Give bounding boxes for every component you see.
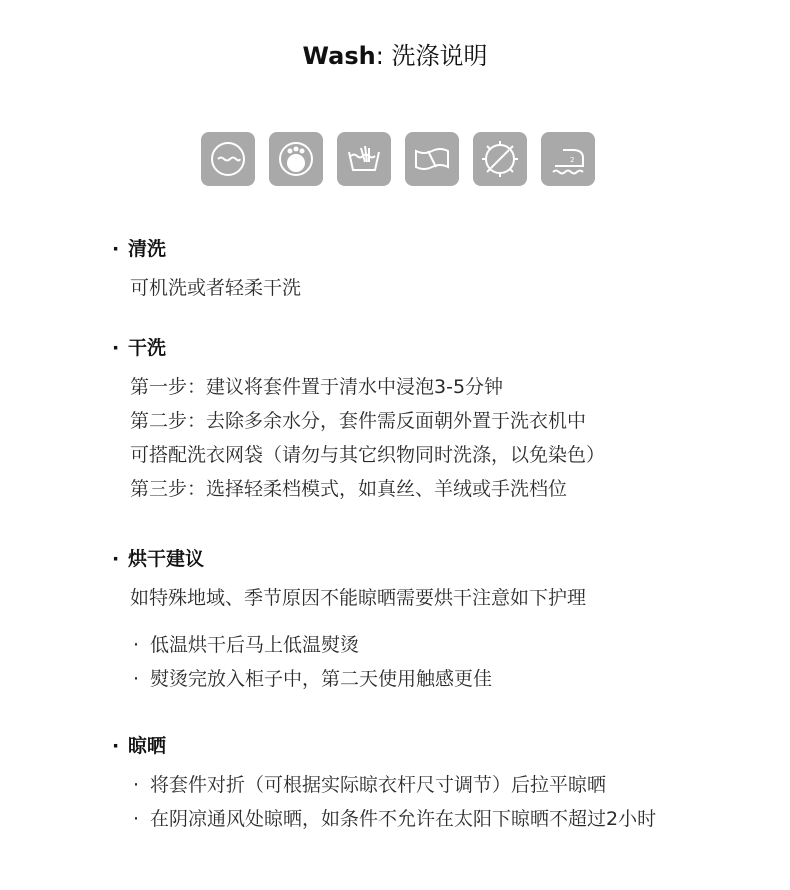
dry-clean-step-2: 第二步：去除多余水分，套件需反面朝外置于洗衣机中 xyxy=(130,410,587,432)
heading-label: 清洗 xyxy=(128,238,167,260)
bullet-dot: · xyxy=(112,735,120,757)
list-bullet: · xyxy=(133,808,140,830)
title-brand: Wash xyxy=(302,42,376,70)
dry-clean-step-3: 第三步：选择轻柔档模式，如真丝、羊绒或手洗档位 xyxy=(130,478,568,500)
title-separator: : xyxy=(375,42,392,70)
drying-icon xyxy=(473,132,527,186)
bullet-dot: · xyxy=(112,337,120,359)
tumble-dry-intro: 如特殊地域、季节原因不能晾晒需要烘干注意如下护理 xyxy=(130,587,587,609)
heading-label: 晾晒 xyxy=(128,735,167,757)
section-heading-clean xyxy=(112,236,166,262)
svg-text:2: 2 xyxy=(570,156,575,164)
list-item xyxy=(133,632,359,658)
do-not-wring-icon xyxy=(405,132,459,186)
heading-label: 烘干建议 xyxy=(128,548,205,570)
list-item-text: 低温烘干后马上低温熨烫 xyxy=(150,634,360,656)
list-item-text: 将套件对折（可根据实际晾衣杆尺寸调节）后拉平晾晒 xyxy=(150,774,607,796)
heading-label: 干洗 xyxy=(128,337,167,359)
wash-basin-icon xyxy=(337,132,391,186)
list-bullet: · xyxy=(133,668,140,690)
section-heading-dry-clean xyxy=(112,335,166,361)
list-item-text: 在阴凉通风处晾晒，如条件不允许在太阳下晾晒不超过2小时 xyxy=(150,808,657,830)
machine-wash-icon xyxy=(269,132,323,186)
list-item xyxy=(133,772,606,798)
list-bullet: · xyxy=(133,634,140,656)
clean-line: 可机洗或者轻柔干洗 xyxy=(130,277,302,299)
ironing-icon xyxy=(541,132,595,186)
list-item xyxy=(133,806,656,832)
dry-clean-note: 可搭配洗衣网袋（请勿与其它织物同时洗涤，以免染色） xyxy=(130,444,606,466)
bullet-dot: · xyxy=(112,238,120,260)
section-heading-tumble-dry xyxy=(112,546,204,572)
bullet-dot: · xyxy=(112,548,120,570)
list-item-text: 熨烫完放入柜子中，第二天使用触感更佳 xyxy=(150,668,493,690)
hand-wash-icon xyxy=(201,132,255,186)
title-text: 洗涤说明 xyxy=(391,42,488,70)
list-bullet: · xyxy=(133,774,140,796)
care-icons-row xyxy=(201,132,595,186)
dry-clean-step-1: 第一步：建议将套件置于清水中浸泡3-5分钟 xyxy=(130,376,504,398)
page-title xyxy=(0,40,790,72)
section-heading-air-dry xyxy=(112,733,166,759)
list-item xyxy=(133,666,492,692)
